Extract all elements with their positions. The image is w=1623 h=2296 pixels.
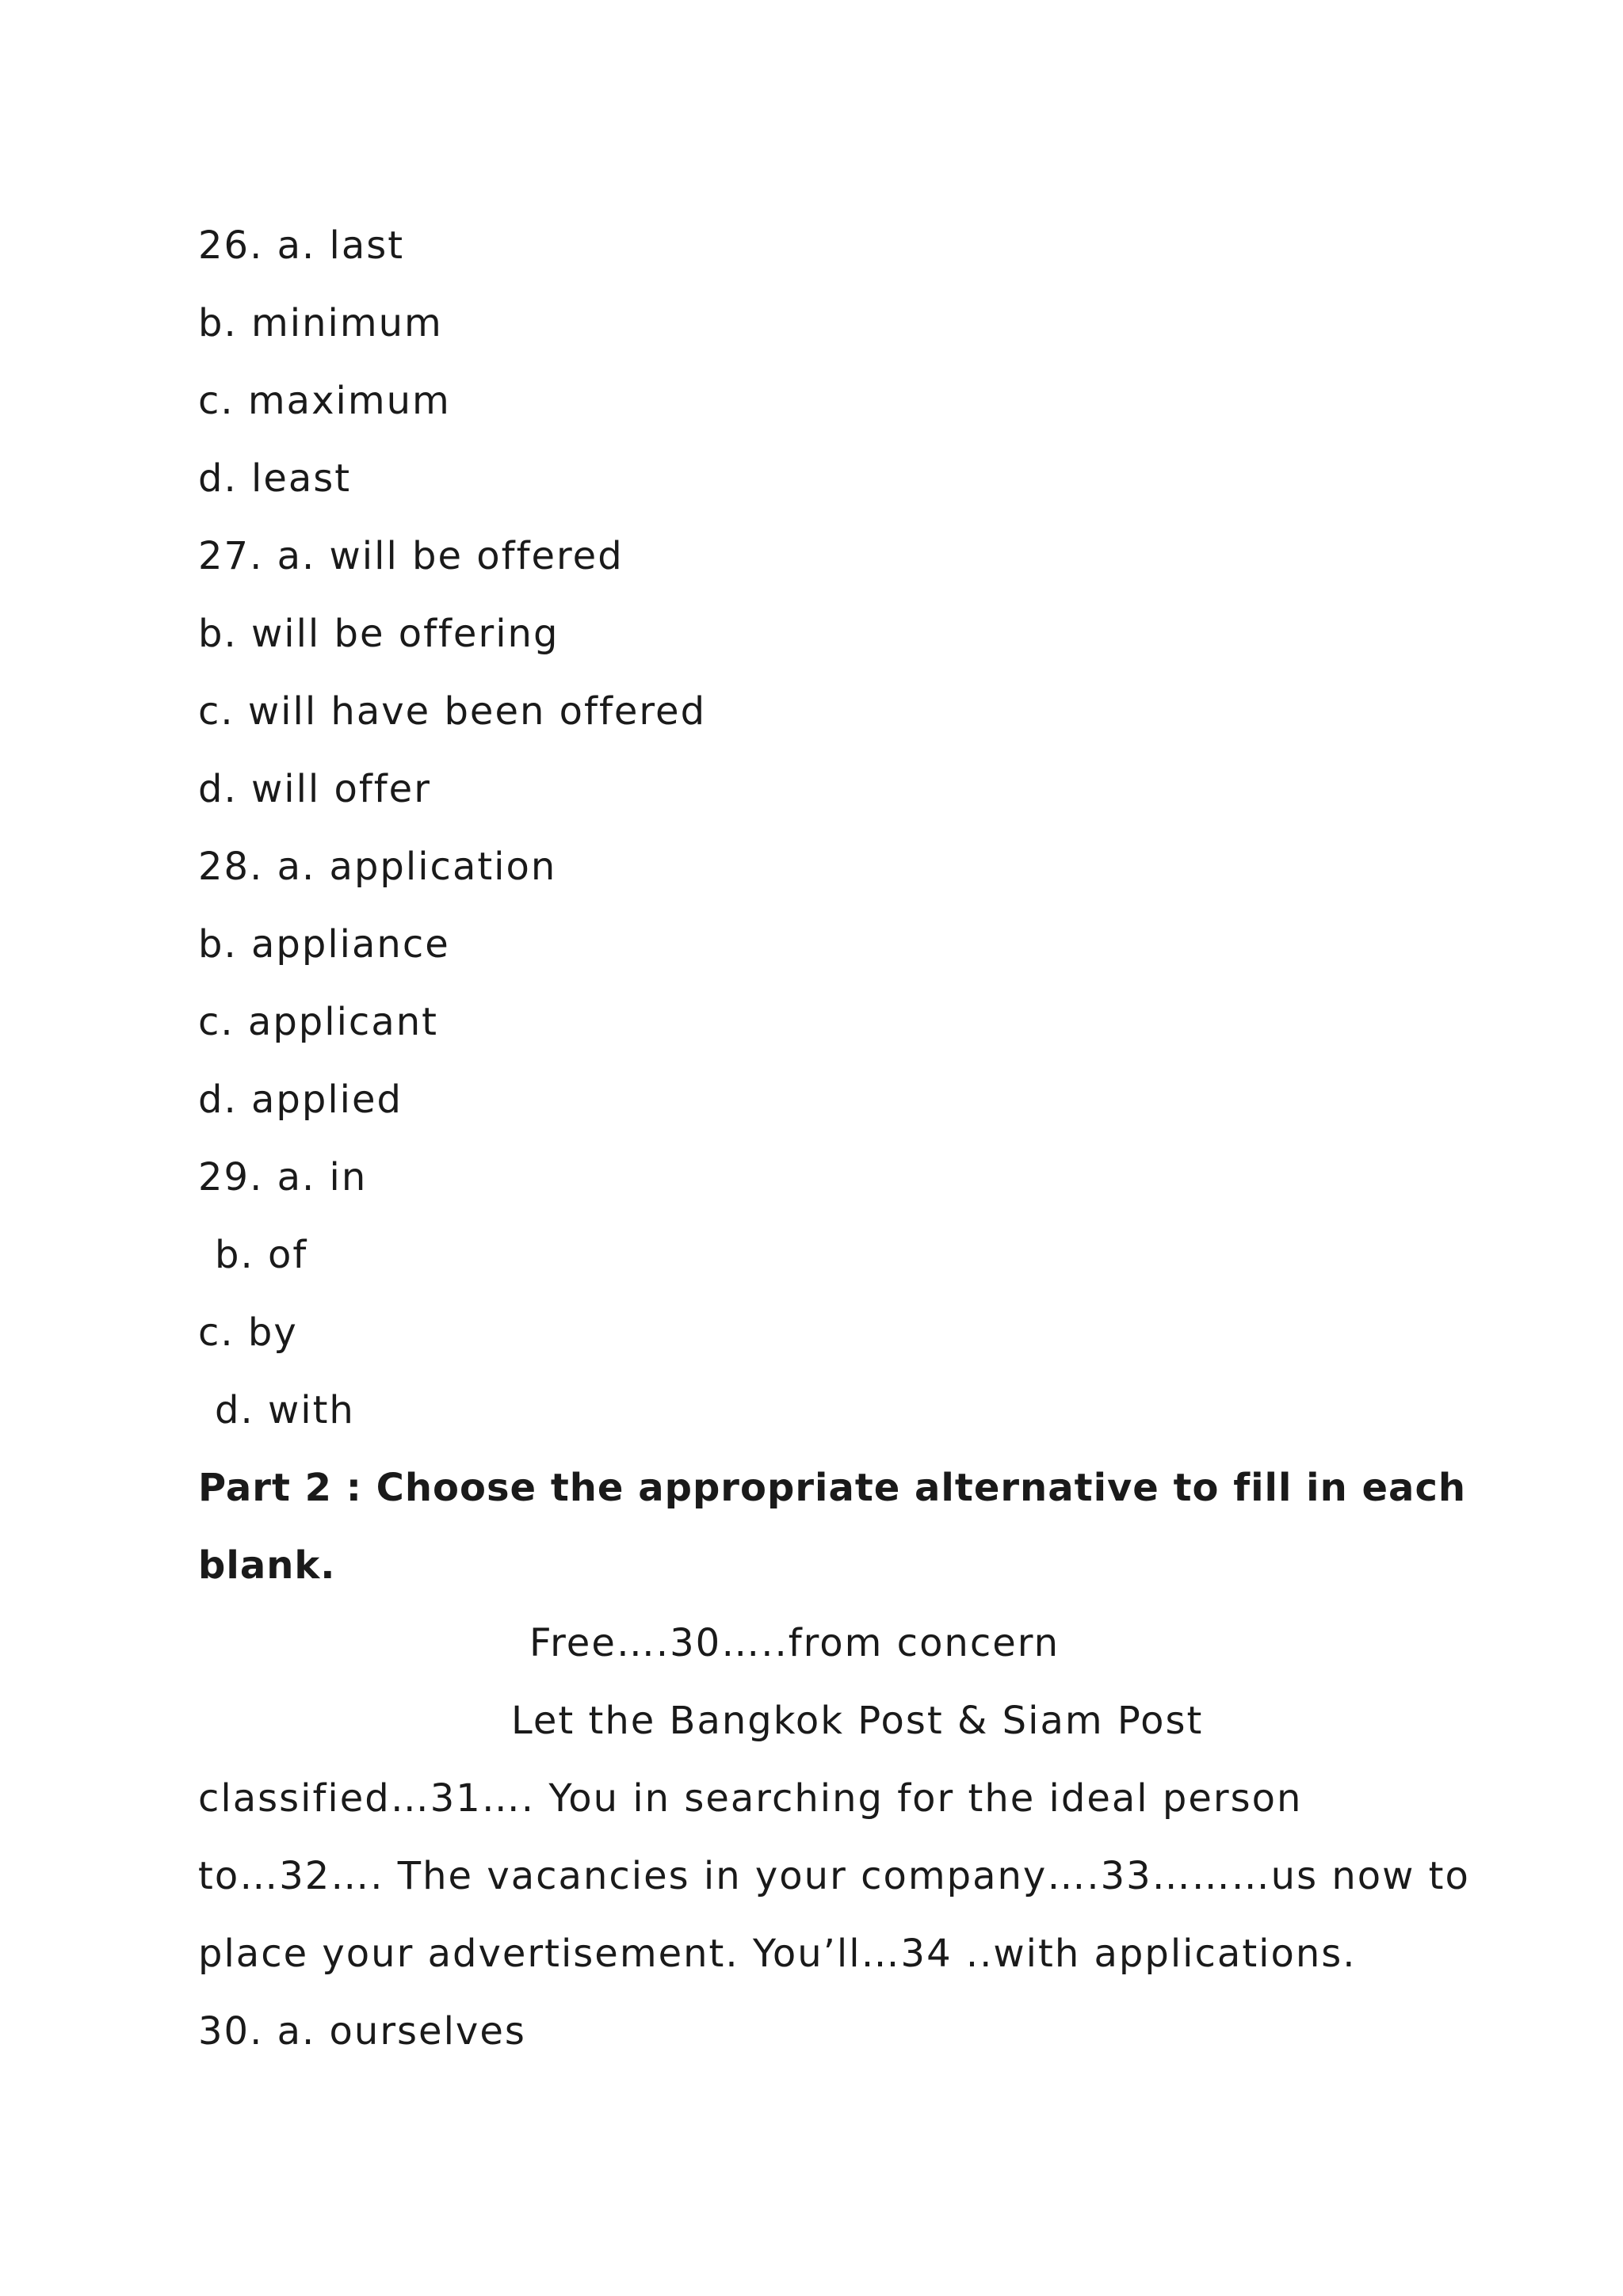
part2-instruction-line1: Part 2 : Choose the appropriate alternative to fill in each [198, 1466, 1467, 1510]
q28-option-a: 28. a. application [198, 845, 557, 889]
q27-option-d: d. will offer [198, 767, 431, 811]
q29-option-c: c. by [198, 1310, 298, 1355]
q29-option-d: d. with [215, 1388, 355, 1432]
q26-option-d: d. least [198, 456, 352, 501]
q27-option-b: b. will be offering [198, 612, 559, 656]
passage-body-line2: to…32…. The vacancies in your company….33………us now to [198, 1854, 1470, 1898]
q29-option-b: b. of [215, 1233, 308, 1277]
q26-option-b: b. minimum [198, 301, 443, 345]
part2-instruction-line2: blank. [198, 1543, 336, 1588]
q26-option-a: 26. a. last [198, 223, 405, 268]
q29-option-a: 29. a. in [198, 1155, 368, 1199]
q30-option-a: 30. a. ourselves [198, 2009, 526, 2054]
passage-title-line2: Let the Bangkok Post & Siam Post [511, 1699, 1204, 1743]
passage-body-line1: classified…31…. You in searching for the ideal person [198, 1776, 1303, 1821]
q28-option-d: d. applied [198, 1077, 403, 1122]
q28-option-b: b. appliance [198, 922, 450, 967]
q28-option-c: c. applicant [198, 1000, 438, 1044]
q26-option-c: c. maximum [198, 379, 451, 423]
passage-body-line3: place your advertisement. You’ll…34 ..with applications. [198, 1932, 1357, 1976]
q27-option-a: 27. a. will be offered [198, 534, 624, 578]
q27-option-c: c. will have been offered [198, 689, 707, 734]
passage-title-line1: Free….30…..from concern [529, 1621, 1060, 1665]
